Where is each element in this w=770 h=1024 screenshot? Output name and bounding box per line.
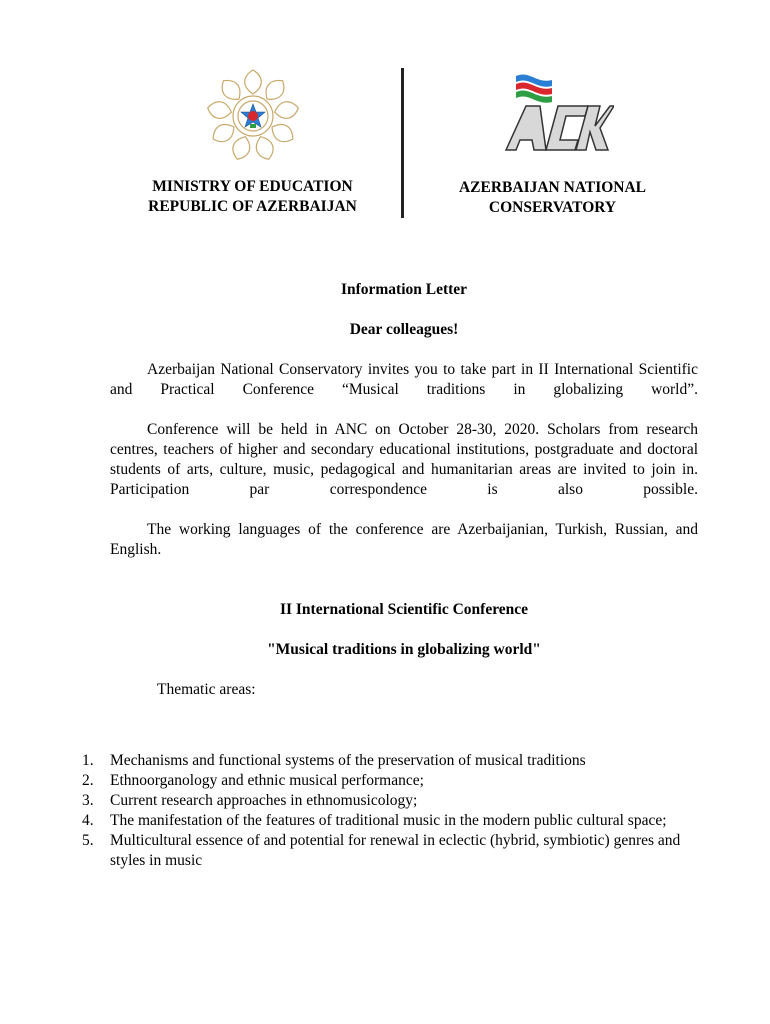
- list-item-number: 3.: [82, 792, 94, 809]
- list-item: [76, 751, 706, 771]
- list-item: [76, 811, 706, 831]
- letter-title: Information Letter: [340, 281, 468, 298]
- ministry-name-line-1: MINISTRY OF EDUCATION: [152, 178, 353, 195]
- conference-subtitle: "Musical traditions in globalizing world": [267, 641, 541, 658]
- list-item-number: 5.: [82, 832, 94, 849]
- letter-body: [110, 280, 698, 700]
- list-item: [76, 771, 706, 791]
- letterhead: [0, 0, 770, 240]
- list-item: [76, 791, 706, 811]
- list-item-number: 4.: [82, 812, 94, 829]
- ministry-emblem-icon: [198, 66, 308, 166]
- list-item-text: Current research approaches in ethnomusicology;: [110, 792, 418, 809]
- conservatory-name-line-2: CONSERVATORY: [488, 199, 617, 216]
- list-item-text: Ethnoorganology and ethnic musical performance;: [110, 772, 424, 789]
- list-item-text: Multicultural essence of and potential for renewal in eclectic (hybrid, symbiotic) genres and styles in music: [110, 832, 681, 869]
- conservatory-name-line-1: AZERBAIJAN NATIONAL: [458, 179, 647, 196]
- list-item-number: 2.: [82, 772, 94, 789]
- themes-label: Thematic areas:: [157, 681, 256, 698]
- paragraph-dates: Conference will be held in ANC on October 28-30, 2020. Scholars from research centres, teachers of higher and secondary educational institutions, postgraduate and doctoral students of arts, culture, music, pedagogical and humanitarian areas are invited to join in. Participation par correspondence is also possible.: [110, 421, 698, 498]
- conference-title: II International Scientific Conference: [279, 601, 529, 618]
- anc-logo-icon: [496, 70, 614, 158]
- list-item: [76, 831, 706, 871]
- ministry-name: [110, 177, 395, 217]
- header-divider: [401, 68, 404, 218]
- list-item-text: Mechanisms and functional systems of the preservation of musical traditions: [110, 752, 586, 769]
- conservatory-name: [420, 178, 685, 218]
- paragraph-languages: The working languages of the conference are Azerbaijanian, Turkish, Russian, and English.: [110, 521, 698, 558]
- ministry-name-line-2: REPUBLIC OF AZERBAIJAN: [148, 198, 357, 215]
- greeting: Dear colleagues!: [349, 321, 459, 338]
- paragraph-invitation: Azerbaijan National Conservatory invites you to take part in II International Scientific and Practical Conference “Musical traditions in globalizing world”.: [110, 361, 698, 398]
- themes-list: [76, 751, 706, 871]
- list-item-text: The manifestation of the features of traditional music in the modern public cultural space;: [110, 812, 667, 829]
- list-item-number: 1.: [82, 752, 94, 769]
